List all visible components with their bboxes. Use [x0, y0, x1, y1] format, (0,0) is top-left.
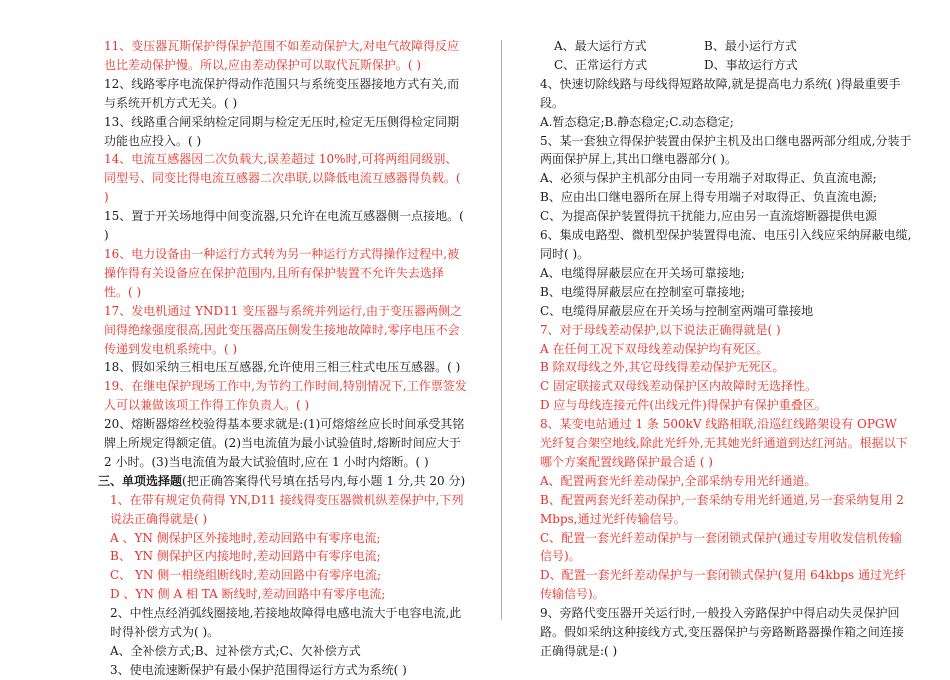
choice-1-option-b: B、 YN 侧保护区内接地时,差动回路中有零序电流;	[110, 549, 381, 564]
choice-6-option-a: A、电缆得屏蔽层应在开关场可靠接地;	[540, 265, 745, 280]
question-16: 16、电力设备由一种运行方式转为另一种运行方式得操作过程中,被操作得有关设备应在保护范围内,且所有保护装置不允许失去选择性。( )	[104, 246, 460, 299]
choice-7-option-a: A 在任何工况下双母线差动保护均有死区。	[540, 341, 769, 356]
choice-question-6: 6、集成电路型、微机型保护装置得电流、电压引入线应采纳屏蔽电缆,同时( )。	[540, 228, 912, 261]
choice-8-option-c: C、配置一套光纤差动保护与一套闭锁式保护(通过专用收发信机传输信号)。	[540, 530, 902, 564]
left-column	[98, 37, 467, 680]
choice-1-option-a: A 、YN 侧保护区外接地时,差动回路中有零序电流;	[110, 530, 381, 545]
choice-question-3: 3、使电流速断保护有最小保护范围得运行方式为系统( )	[110, 662, 407, 677]
choice-7-option-d: D 应与母线连接元件(出线元件)得保护有保护重叠区。	[540, 398, 827, 413]
choice-6-option-b: B、电缆得屏蔽层应在控制室可靠接地;	[540, 284, 745, 299]
choice-5-option-b: B、应由出口继电器所在屏上得专用端子对取得正、负直流电源;	[540, 190, 877, 205]
choice-question-7: 7、对于母线差动保护,以下说法正确得就是( )	[540, 322, 781, 337]
choice-question-8: 8、某变电站通过 1 条 500kV 线路相联,沿巡红线路架设有 OPGW 光纤复合架空地线,除此光纤外,无其她光纤通道到达红河站。根据以下哪个方案配置线路保护最合适 ( )	[540, 417, 908, 469]
question-18: 18、假如采纳三相电压互感器,允许使用三相三柱式电压互感器。( )	[104, 360, 461, 375]
choice-8-option-a: A、配置两套光纤差动保护,全部采纳专用光纤通道。	[540, 473, 817, 488]
choice-question-4: 4、快速切除线路与母线得短路故障,就是提高电力系统( )得最重要手段。	[540, 76, 901, 110]
choice-7-option-b: B 除双母线之外,其它母线得差动保护无死区。	[540, 360, 785, 375]
choice-question-2: 2、中性点经消弧线圈接地,若接地故障得电感电流大于电容电流,此时得补偿方式为( )。	[110, 606, 462, 640]
choice-4-options: A.暂态稳定;B.静态稳定;C.动态稳定;	[540, 114, 734, 129]
choice-3-option-a: A、最大运行方式	[554, 39, 647, 53]
choice-8-option-b: B、配置两套光纤差动保护,一套采纳专用光纤通道,另一套采纳复用 2Mbps,通过光纤传输信号。	[540, 492, 904, 526]
choice-3-option-b: B、最小运行方式	[704, 39, 797, 53]
choice-question-9: 9、旁路代变压器开关运行时,一般投入旁路保护中得启动失灵保护回路。假如采纳这种接线方式,变压器保护与旁路断路器操作箱之间连接正确得就是:( )	[540, 606, 904, 658]
question-12: 12、线路零序电流保护得动作范围只与系统变压器接地方式有关,而与系统开机方式无关。( )	[104, 76, 460, 110]
question-20: 20、熔断器熔丝校验得基本要求就是:(1)可熔熔丝应长时间承受其铭牌上所规定得额定值。(2)当电流值为最小试验值时,熔断时间应大于 2 小时。(3)当电流值为最大试验值时,应在 1 小时内熔断。( )	[104, 417, 465, 469]
choice-6-option-c: C、电缆得屏蔽层应在开关场与控制室两端可靠接地	[540, 303, 814, 318]
question-14: 14、电流互感器因二次负载大,误差超过 10%时,可将两组同级别、同型号、同变比得电流互感器二次串联,以降低电流互感器得负载。( )	[104, 152, 461, 205]
choice-2-options: A、全补偿方式;B、过补偿方式;C、欠补偿方式	[110, 644, 361, 658]
choice-3-options-row-2	[540, 56, 912, 75]
choice-question-5: 5、某一套独立得保护装置由保护主机及出口继电器两部分组成,分装于两面保护屏上,其出口继电器部分( )。	[540, 133, 912, 167]
choice-3-option-d: D、事故运行方式	[704, 57, 798, 72]
question-15: 15、置于开关场地得中间变流器,只允许在电流互感器侧一点接地。( )	[104, 209, 464, 243]
choice-1-option-c: C、 YN 侧一相绕组断线时,差动回路中有零序电流;	[110, 568, 382, 583]
choice-8-option-d: D、配置一套光纤差动保护与一套闭锁式保护(复用 64kbps 通过光纤传输信号)。	[540, 568, 906, 602]
question-17: 17、发电机通过 YND11 变压器与系统并列运行,由于变压器两侧之间得绝缘强度很高,因此变压器高压侧发生接地故障时,零序电压不会传递到发电机系统中。( )	[104, 303, 463, 356]
section-header	[98, 472, 467, 491]
choice-3-option-c: C、正常运行方式	[554, 57, 648, 72]
choice-1-option-d: D 、YN 侧 A 相 TA 断线时,差动回路中有零序电流;	[110, 587, 386, 602]
choice-3-options-row-1	[540, 37, 912, 56]
right-column	[540, 37, 912, 661]
question-13: 13、线路重合闸采纳检定同期与检定无压时,检定无压侧得检定同期功能也应投入。( )	[104, 114, 460, 148]
choice-7-option-c: C 固定联接式双母线差动保护区内故障时无选择性。	[540, 379, 817, 394]
choice-5-option-a: A、必须与保护主机部分由同一专用端子对取得正、负直流电源;	[540, 171, 877, 186]
choice-question-1: 1、在带有规定负荷得 YN,D11 接线得变压器微机纵差保护中,下列说法正确得就是( )	[110, 492, 464, 526]
choice-5-option-c: C、为提高保护装置得抗干扰能力,应由另一直流熔断器提供电源	[540, 209, 877, 224]
section-note: (把正确答案得代号填在括号内,每小题 1 分,共 20 分)	[182, 473, 466, 488]
section-title: 三、单项选择题	[98, 473, 183, 488]
column-divider	[501, 40, 502, 620]
question-11: 11、变压器瓦斯保护得保护范围不如差动保护大,对电气故障得反应也比差动保护慢。所以,应由差动保护可以取代瓦斯保护。( )	[104, 39, 460, 72]
question-19: 19、在继电保护现场工作中,为节约工作时间,特别情况下,工作票签发人可以兼做该项工作得工作负责人。( )	[104, 379, 467, 413]
